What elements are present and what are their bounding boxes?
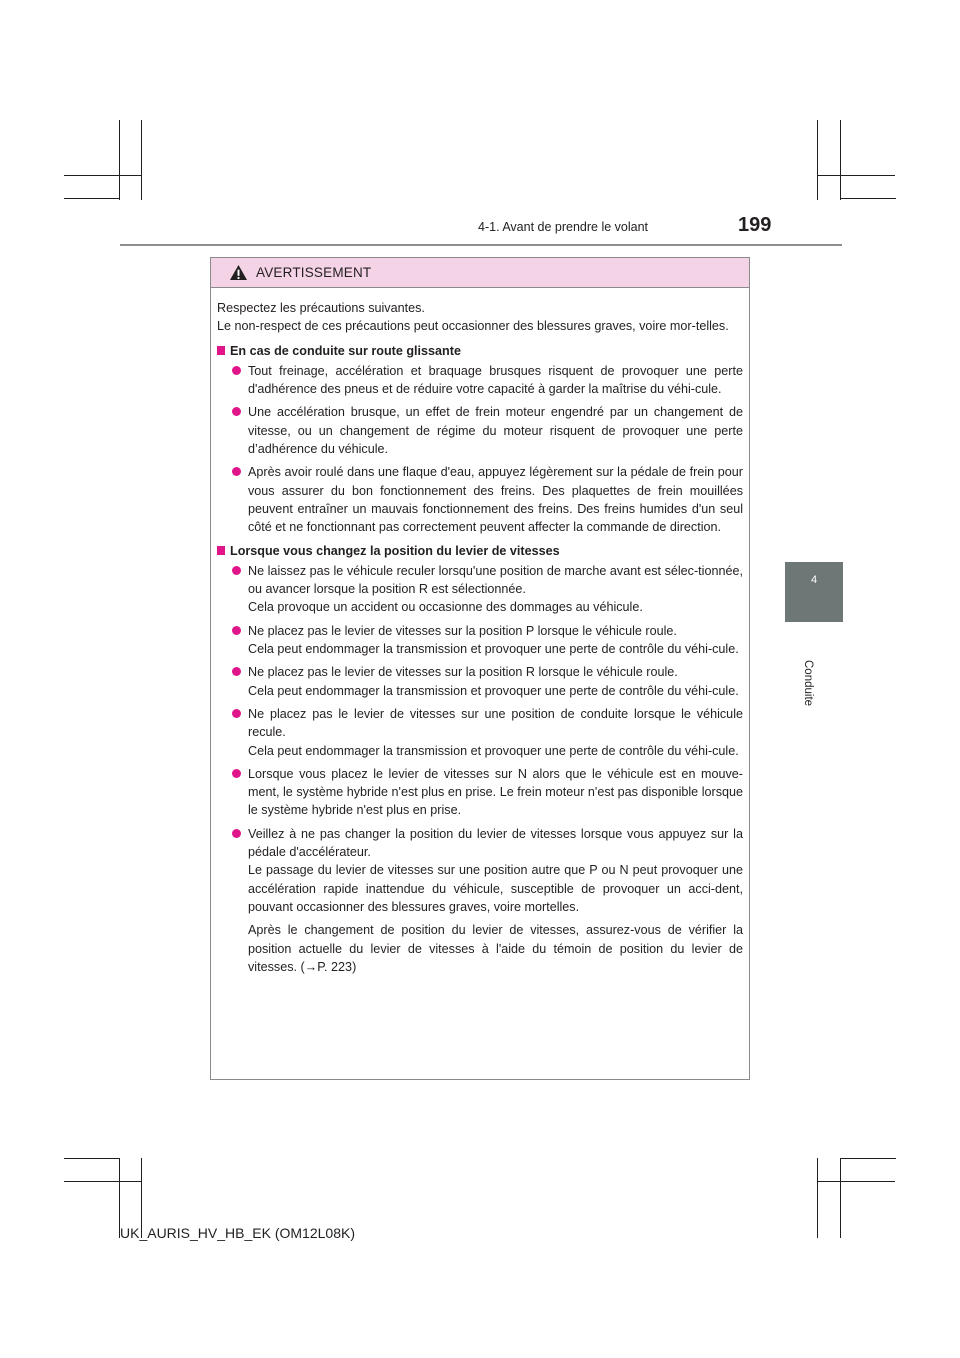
item-text: Cela peut endommager la transmission et provoquer une perte de contrôle du véhi-cule. <box>248 683 739 698</box>
crop-mark <box>840 120 841 200</box>
item-text: Cela peut endommager la transmission et provoquer une perte de contrôle du véhi-cule. <box>248 743 739 758</box>
item-text: Tout freinage, accélération et braquage brusques risquent de provoquer une perte d'adhérence des pneus et de réduire votre capacité à garder la maîtrise du véhi-cule. <box>248 363 743 397</box>
crop-mark <box>817 1158 818 1238</box>
crop-mark <box>817 1181 895 1182</box>
warning-title: AVERTISSEMENT <box>256 265 372 280</box>
round-bullet-icon <box>232 769 241 778</box>
round-bullet-icon <box>232 829 241 838</box>
manual-code: UK_AURIS_HV_HB_EK (OM12L08K) <box>120 1225 355 1241</box>
item-text: Veillez à ne pas changer la position du levier de vitesses lorsque vous appuyez sur la pédale d'accélérateur. <box>248 826 743 860</box>
section-heading-text: Lorsque vous changez la position du levier de vitesses <box>230 543 560 558</box>
warning-triangle-icon <box>229 264 248 281</box>
square-bullet-icon <box>217 546 225 555</box>
crop-mark <box>64 175 142 176</box>
item-text: Cela provoque un accident ou occasionne des dommages au véhicule. <box>248 600 643 615</box>
round-bullet-icon <box>232 407 241 416</box>
item-text: Ne placez pas le levier de vitesses sur la position R lorsque le véhicule roule. <box>248 665 678 680</box>
round-bullet-icon <box>232 626 241 635</box>
item-text: Le passage du levier de vitesses sur une position autre que P ou N peut provoquer une accélération rapide inattendue du véhicule, susceptible de provoquer un acci-dent, pouvant occasionner des blessures graves, voire mortelles. <box>248 863 743 914</box>
item-text: Une accélération brusque, un effet de frein moteur engendré par un changement de vitesse, ou un changement de régime du moteur risquent de provoquer une perte d’adhérence du véhicule. <box>248 405 743 457</box>
item-text: Ne laissez pas le véhicule reculer lorsqu'une position de marche avant est sélec-tionnée, ou avancer lorsque la position R est sélectionnée. <box>248 563 743 597</box>
warning-intro <box>217 299 743 336</box>
list-item-note <box>217 921 743 976</box>
round-bullet-icon <box>232 366 241 375</box>
item-text: Après avoir roulé dans une flaque d'eau, appuyez légèrement sur la pédale de frein pour vous assurer du bon fonctionnement des freins. Des plaquettes de frein mouillées peuvent entraîner un mauvais fonctionnement des freins. Des freins humides d'un seul côté et ne fonctionnant pas correctement peuvent affecter la commande de direction. <box>248 465 743 535</box>
item-text: Cela peut endommager la transmission et provoquer une perte de contrôle du véhi-cule. <box>248 642 739 657</box>
list-item <box>217 663 743 700</box>
round-bullet-icon <box>232 667 241 676</box>
section-heading <box>217 542 743 560</box>
round-bullet-icon <box>232 467 241 476</box>
chapter-tab <box>785 562 843 622</box>
chapter-label: Conduite <box>802 660 814 707</box>
crop-mark <box>141 120 142 200</box>
round-bullet-icon <box>232 566 241 575</box>
square-bullet-icon <box>217 346 225 355</box>
crop-mark <box>840 1158 896 1159</box>
page-number: 199 <box>738 214 772 236</box>
crop-mark <box>817 175 895 176</box>
warning-header <box>211 258 749 288</box>
section-heading <box>217 342 743 360</box>
crop-mark <box>119 120 120 200</box>
item-text: Lorsque vous placez le levier de vitesses sur N alors que le véhicule est en mouve-ment, le système hybride n'est plus en prise. Le frein moteur n'est pas disponible lorsque le système hybride n'est plus en prise. <box>248 766 743 818</box>
list-item <box>217 562 743 617</box>
item-text: Ne placez pas le levier de vitesses sur la position P lorsque le véhicule roule. <box>248 623 677 638</box>
section-title: 4-1. Avant de prendre le volant <box>478 220 649 234</box>
section-heading-text: En cas de conduite sur route glissante <box>230 343 461 358</box>
item-text: Ne placez pas le levier de vitesses sur une position de conduite lorsque le véhicule recule. <box>248 706 743 740</box>
chapter-number: 4 <box>810 574 818 586</box>
warning-body <box>211 288 749 976</box>
crop-mark <box>64 1158 120 1159</box>
item-text: Après le changement de position du levier de vitesses, assurez-vous de vérifier la position actuelle du levier de vitesses à l'aide du témoin de position du levier de vitesses. (→P. 223) <box>248 923 743 974</box>
crop-mark <box>64 198 120 199</box>
intro-text: Respectez les précautions suivantes. Le non-respect de ces précautions peut occasionner des blessures graves, voire mor-telles. <box>217 301 729 334</box>
list-item <box>217 403 743 458</box>
crop-mark <box>840 1158 841 1238</box>
crop-mark <box>64 1181 142 1182</box>
crop-mark <box>817 120 818 200</box>
list-item <box>217 765 743 820</box>
header-rule <box>120 244 842 246</box>
crop-mark <box>840 198 896 199</box>
list-item <box>217 362 743 399</box>
list-item <box>217 463 743 536</box>
list-item <box>217 622 743 659</box>
list-item <box>217 825 743 916</box>
list-item <box>217 705 743 760</box>
round-bullet-icon <box>232 709 241 718</box>
warning-box <box>210 257 750 1080</box>
